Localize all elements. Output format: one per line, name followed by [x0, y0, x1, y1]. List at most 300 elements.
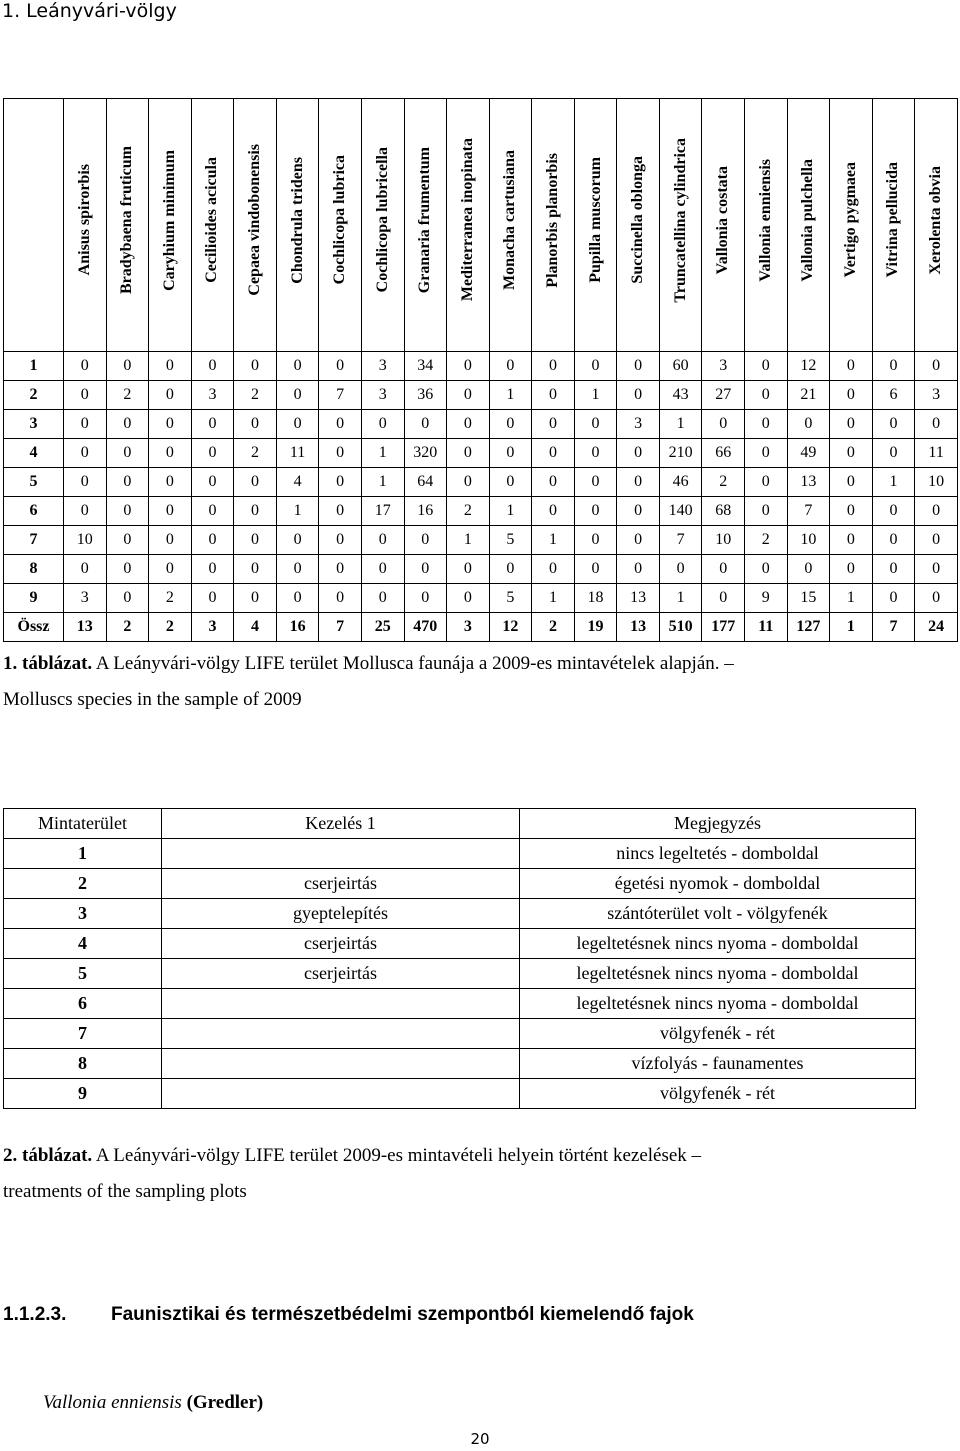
- count-cell: 0: [234, 352, 277, 381]
- count-cell: 1: [276, 497, 319, 526]
- count-cell: 0: [319, 439, 362, 468]
- species-name-label: Mediterranea inopinata: [458, 138, 476, 302]
- count-cell: 0: [617, 352, 660, 381]
- count-cell: 0: [447, 555, 490, 584]
- count-cell: 1: [447, 526, 490, 555]
- count-cell: 0: [745, 352, 788, 381]
- species-header: [149, 99, 192, 352]
- count-cell: 0: [106, 352, 149, 381]
- count-cell: 0: [404, 555, 447, 584]
- count-cell: 3: [64, 584, 107, 613]
- count-cell: 4: [234, 613, 277, 642]
- count-cell: 0: [532, 410, 575, 439]
- count-cell: 1: [872, 468, 915, 497]
- count-cell: 0: [149, 439, 192, 468]
- count-cell: 1: [659, 584, 702, 613]
- count-cell: 3: [191, 381, 234, 410]
- count-cell: 0: [872, 584, 915, 613]
- plot-cell: 7: [4, 1019, 162, 1049]
- count-cell: 0: [234, 526, 277, 555]
- species-name-label: Vitrina pellucida: [884, 162, 902, 278]
- count-cell: 4: [276, 468, 319, 497]
- count-cell: 15: [787, 584, 830, 613]
- count-cell: 24: [915, 613, 958, 642]
- count-cell: 0: [106, 555, 149, 584]
- row-label: 7: [4, 526, 64, 555]
- count-cell: 3: [361, 352, 404, 381]
- species-author: (Gredler): [181, 1392, 264, 1413]
- species-header: [872, 99, 915, 352]
- count-cell: 0: [830, 381, 873, 410]
- count-cell: 0: [617, 555, 660, 584]
- count-cell: 210: [659, 439, 702, 468]
- count-cell: 0: [447, 468, 490, 497]
- count-cell: 0: [915, 555, 958, 584]
- count-cell: 0: [447, 584, 490, 613]
- count-cell: 0: [149, 410, 192, 439]
- count-cell: 1: [361, 468, 404, 497]
- count-cell: 13: [787, 468, 830, 497]
- count-cell: 0: [830, 439, 873, 468]
- count-cell: 0: [659, 555, 702, 584]
- treatment-table: [3, 808, 916, 1109]
- count-cell: 2: [532, 613, 575, 642]
- count-cell: 0: [872, 410, 915, 439]
- row-label: 9: [4, 584, 64, 613]
- count-cell: 68: [702, 497, 745, 526]
- count-cell: 7: [659, 526, 702, 555]
- species-header: [830, 99, 873, 352]
- count-cell: 0: [106, 584, 149, 613]
- count-cell: 0: [64, 352, 107, 381]
- count-cell: 0: [191, 526, 234, 555]
- count-cell: 0: [276, 526, 319, 555]
- species-name-label: Cochlicopa lubrica: [331, 155, 349, 285]
- species-heading: [43, 1392, 263, 1414]
- table-row: [4, 839, 916, 869]
- count-cell: 12: [787, 352, 830, 381]
- table-row: [4, 439, 958, 468]
- count-cell: 0: [191, 352, 234, 381]
- species-header: [447, 99, 490, 352]
- count-cell: 66: [702, 439, 745, 468]
- count-cell: 320: [404, 439, 447, 468]
- count-cell: 36: [404, 381, 447, 410]
- count-cell: 0: [106, 468, 149, 497]
- row-label: 5: [4, 468, 64, 497]
- count-cell: 0: [489, 468, 532, 497]
- table-row: [4, 526, 958, 555]
- count-cell: 0: [361, 526, 404, 555]
- count-cell: 0: [532, 439, 575, 468]
- count-cell: 1: [830, 584, 873, 613]
- count-cell: 1: [532, 526, 575, 555]
- species-header: [404, 99, 447, 352]
- count-cell: 0: [191, 497, 234, 526]
- count-cell: 2: [149, 584, 192, 613]
- species-header: [659, 99, 702, 352]
- plot-cell: 2: [4, 869, 162, 899]
- count-cell: 0: [234, 497, 277, 526]
- count-cell: 0: [532, 497, 575, 526]
- plot-cell: 4: [4, 929, 162, 959]
- plot-cell: 8: [4, 1049, 162, 1079]
- count-cell: 0: [872, 555, 915, 584]
- treatment-cell: gyeptelepítés: [162, 899, 520, 929]
- count-cell: 11: [915, 439, 958, 468]
- table-row: [4, 1079, 916, 1109]
- note-cell: nincs legeltetés - domboldal: [520, 839, 916, 869]
- table-row: [4, 1019, 916, 1049]
- count-cell: 0: [574, 468, 617, 497]
- row-label: 1: [4, 352, 64, 381]
- count-cell: 0: [319, 468, 362, 497]
- table-row: [4, 989, 916, 1019]
- count-cell: 0: [64, 439, 107, 468]
- note-cell: szántóterület volt - völgyfenék: [520, 899, 916, 929]
- count-cell: 0: [191, 439, 234, 468]
- row-label: 2: [4, 381, 64, 410]
- subsection-number: 1.1.2.3.: [3, 1304, 67, 1325]
- table2-caption-text: A Leányvári-völgy LIFE terület 2009-es mintavételi helyein történt kezelések –: [92, 1145, 702, 1166]
- row-label: 6: [4, 497, 64, 526]
- species-header: [361, 99, 404, 352]
- count-cell: 0: [915, 526, 958, 555]
- count-cell: 34: [404, 352, 447, 381]
- count-cell: 5: [489, 584, 532, 613]
- plot-cell: 9: [4, 1079, 162, 1109]
- count-cell: 510: [659, 613, 702, 642]
- note-cell: völgyfenék - rét: [520, 1079, 916, 1109]
- table-row: [4, 381, 958, 410]
- count-cell: 0: [234, 584, 277, 613]
- species-name-label: Caryhium minimum: [160, 149, 178, 291]
- row-label: 8: [4, 555, 64, 584]
- count-cell: 0: [319, 584, 362, 613]
- species-name: Vallonia enniensis: [43, 1392, 182, 1413]
- count-cell: 0: [574, 352, 617, 381]
- table-row: [4, 584, 958, 613]
- header-treatment: Kezelés 1: [162, 809, 520, 839]
- count-cell: 12: [489, 613, 532, 642]
- count-cell: 0: [872, 497, 915, 526]
- count-cell: 0: [745, 555, 788, 584]
- note-cell: vízfolyás - faunamentes: [520, 1049, 916, 1079]
- note-cell: legeltetésnek nincs nyoma - domboldal: [520, 989, 916, 1019]
- count-cell: 2: [234, 381, 277, 410]
- count-cell: 1: [830, 613, 873, 642]
- treatment-cell: [162, 1049, 520, 1079]
- count-cell: 0: [149, 555, 192, 584]
- species-name-label: Cochlicopa lubricella: [373, 147, 391, 293]
- count-cell: 3: [191, 613, 234, 642]
- count-cell: 10: [64, 526, 107, 555]
- species-name-label: Xerolenta obvia: [927, 165, 945, 275]
- count-cell: 0: [276, 352, 319, 381]
- count-cell: 0: [319, 497, 362, 526]
- count-cell: 0: [64, 410, 107, 439]
- count-cell: 1: [361, 439, 404, 468]
- species-header: [745, 99, 788, 352]
- count-cell: 2: [149, 613, 192, 642]
- count-cell: 0: [404, 584, 447, 613]
- count-cell: 0: [574, 497, 617, 526]
- count-cell: 0: [319, 352, 362, 381]
- page-number: 20: [470, 1430, 490, 1448]
- count-cell: 25: [361, 613, 404, 642]
- count-cell: 0: [64, 381, 107, 410]
- count-cell: 18: [574, 584, 617, 613]
- treatment-cell: cserjeirtás: [162, 959, 520, 989]
- count-cell: 0: [149, 497, 192, 526]
- count-cell: 6: [872, 381, 915, 410]
- species-name-label: Vallonia costata: [714, 165, 732, 275]
- note-cell: égetési nyomok - domboldal: [520, 869, 916, 899]
- count-cell: 140: [659, 497, 702, 526]
- count-cell: 0: [149, 352, 192, 381]
- count-cell: 0: [489, 555, 532, 584]
- treatment-cell: [162, 839, 520, 869]
- count-cell: 0: [872, 439, 915, 468]
- count-cell: 0: [787, 410, 830, 439]
- count-cell: 7: [872, 613, 915, 642]
- count-cell: 2: [702, 468, 745, 497]
- count-cell: 13: [617, 613, 660, 642]
- count-cell: 7: [319, 613, 362, 642]
- count-cell: 0: [234, 555, 277, 584]
- species-header: [532, 99, 575, 352]
- count-cell: 0: [872, 526, 915, 555]
- count-cell: 0: [745, 410, 788, 439]
- species-name-label: Succinella oblonga: [629, 156, 647, 284]
- table2-caption-line2: treatments of the sampling plots: [3, 1181, 247, 1202]
- count-cell: 0: [915, 410, 958, 439]
- count-cell: 11: [276, 439, 319, 468]
- row-label: 3: [4, 410, 64, 439]
- count-cell: 2: [234, 439, 277, 468]
- species-header: [489, 99, 532, 352]
- count-cell: 1: [532, 584, 575, 613]
- count-cell: 0: [745, 468, 788, 497]
- species-name-label: Bradybaena fruticum: [118, 146, 136, 294]
- count-cell: 0: [745, 497, 788, 526]
- species-header: [64, 99, 107, 352]
- species-name-label: Truncatellina cylindrica: [671, 137, 689, 303]
- section-title: 1. Leányvári-völgy: [2, 0, 177, 22]
- count-cell: 0: [489, 439, 532, 468]
- count-cell: 60: [659, 352, 702, 381]
- count-cell: 0: [234, 468, 277, 497]
- count-cell: 3: [915, 381, 958, 410]
- species-name-label: Vertigo pygmaea: [841, 162, 859, 278]
- plot-cell: 5: [4, 959, 162, 989]
- count-cell: 49: [787, 439, 830, 468]
- count-cell: 1: [489, 381, 532, 410]
- count-cell: 0: [361, 410, 404, 439]
- count-cell: 3: [702, 352, 745, 381]
- table1-caption-line2: Molluscs species in the sample of 2009: [3, 689, 302, 710]
- count-cell: 0: [106, 526, 149, 555]
- count-cell: 46: [659, 468, 702, 497]
- table-row: [4, 468, 958, 497]
- treatment-cell: cserjeirtás: [162, 869, 520, 899]
- count-cell: 0: [787, 555, 830, 584]
- corner-cell: [4, 99, 64, 352]
- count-cell: 0: [64, 468, 107, 497]
- count-cell: 0: [489, 410, 532, 439]
- species-name-label: Monacha cartusiana: [501, 150, 519, 290]
- species-header: [319, 99, 362, 352]
- count-cell: 2: [106, 381, 149, 410]
- count-cell: 0: [191, 555, 234, 584]
- count-cell: 0: [64, 497, 107, 526]
- count-cell: 177: [702, 613, 745, 642]
- table-row: [4, 899, 916, 929]
- count-cell: 3: [447, 613, 490, 642]
- species-header: [617, 99, 660, 352]
- species-header: [787, 99, 830, 352]
- count-cell: 13: [64, 613, 107, 642]
- species-header: [234, 99, 277, 352]
- header-note: Megjegyzés: [520, 809, 916, 839]
- count-cell: 0: [617, 497, 660, 526]
- count-cell: 27: [702, 381, 745, 410]
- table-row: [4, 929, 916, 959]
- count-cell: 0: [319, 410, 362, 439]
- count-cell: 0: [702, 410, 745, 439]
- treatment-cell: [162, 1079, 520, 1109]
- count-cell: 21: [787, 381, 830, 410]
- table-row: [4, 497, 958, 526]
- count-cell: 0: [447, 381, 490, 410]
- count-cell: 0: [149, 468, 192, 497]
- count-cell: 0: [447, 410, 490, 439]
- species-name-label: Vallonia pulchella: [799, 158, 817, 282]
- plot-cell: 6: [4, 989, 162, 1019]
- count-cell: 7: [319, 381, 362, 410]
- count-cell: 0: [532, 352, 575, 381]
- count-cell: 0: [149, 526, 192, 555]
- note-cell: legeltetésnek nincs nyoma - domboldal: [520, 929, 916, 959]
- species-header: [276, 99, 319, 352]
- species-table: [3, 98, 958, 642]
- count-cell: 0: [915, 584, 958, 613]
- count-cell: 0: [106, 497, 149, 526]
- species-header: [106, 99, 149, 352]
- count-cell: 0: [319, 555, 362, 584]
- count-cell: 0: [106, 410, 149, 439]
- species-name-label: Anisus spirorbis: [75, 164, 93, 276]
- table1-caption: [3, 646, 734, 718]
- subsection-title: Faunisztikai és természetbédelmi szempontból kiemelendő fajok: [111, 1304, 694, 1325]
- count-cell: 0: [319, 526, 362, 555]
- species-header: [702, 99, 745, 352]
- count-cell: 0: [106, 439, 149, 468]
- count-cell: 0: [745, 381, 788, 410]
- count-cell: 16: [404, 497, 447, 526]
- count-cell: 0: [276, 381, 319, 410]
- count-cell: 0: [276, 410, 319, 439]
- count-cell: 0: [191, 584, 234, 613]
- note-cell: völgyfenék - rét: [520, 1019, 916, 1049]
- count-cell: 1: [659, 410, 702, 439]
- count-cell: 0: [64, 555, 107, 584]
- table-row: [4, 959, 916, 989]
- plot-cell: 1: [4, 839, 162, 869]
- species-header: [574, 99, 617, 352]
- note-cell: legeltetésnek nincs nyoma - domboldal: [520, 959, 916, 989]
- table-row: [4, 613, 958, 642]
- count-cell: 19: [574, 613, 617, 642]
- count-cell: 0: [574, 410, 617, 439]
- count-cell: 0: [702, 584, 745, 613]
- count-cell: 43: [659, 381, 702, 410]
- count-cell: 5: [489, 526, 532, 555]
- species-name-label: Cepaea vindobonensis: [246, 144, 264, 296]
- count-cell: 1: [489, 497, 532, 526]
- table2-caption-label: 2. táblázat.: [3, 1145, 93, 1166]
- count-cell: 0: [574, 526, 617, 555]
- count-cell: 0: [574, 439, 617, 468]
- count-cell: 10: [915, 468, 958, 497]
- count-cell: 7: [787, 497, 830, 526]
- row-label: Össz: [4, 613, 64, 642]
- count-cell: 11: [745, 613, 788, 642]
- count-cell: 0: [617, 439, 660, 468]
- count-cell: 0: [191, 410, 234, 439]
- count-cell: 0: [830, 410, 873, 439]
- table-row: [4, 869, 916, 899]
- count-cell: 0: [617, 526, 660, 555]
- count-cell: 0: [532, 555, 575, 584]
- count-cell: 3: [617, 410, 660, 439]
- count-cell: 64: [404, 468, 447, 497]
- count-cell: 0: [404, 410, 447, 439]
- count-cell: 0: [830, 352, 873, 381]
- count-cell: 0: [447, 439, 490, 468]
- count-cell: 16: [276, 613, 319, 642]
- count-cell: 0: [361, 584, 404, 613]
- count-cell: 10: [702, 526, 745, 555]
- count-cell: 0: [532, 381, 575, 410]
- table-row: [4, 1049, 916, 1079]
- count-cell: 0: [830, 497, 873, 526]
- count-cell: 1: [574, 381, 617, 410]
- count-cell: 0: [149, 381, 192, 410]
- count-cell: 0: [276, 555, 319, 584]
- treatment-cell: [162, 989, 520, 1019]
- count-cell: 0: [361, 555, 404, 584]
- count-cell: 0: [915, 497, 958, 526]
- species-name-label: Pupilla muscorum: [586, 157, 604, 283]
- count-cell: 3: [361, 381, 404, 410]
- species-header: [191, 99, 234, 352]
- table-row: [4, 352, 958, 381]
- species-name-label: Vallonia enniensis: [756, 158, 774, 282]
- count-cell: 0: [447, 352, 490, 381]
- count-cell: 17: [361, 497, 404, 526]
- table2-caption: [3, 1138, 903, 1210]
- table1-caption-text: A Leányvári-völgy LIFE terület Mollusca faunája a 2009-es mintavételek alapján. –: [92, 653, 734, 674]
- plot-cell: 3: [4, 899, 162, 929]
- treatment-cell: [162, 1019, 520, 1049]
- count-cell: 0: [574, 555, 617, 584]
- count-cell: 2: [447, 497, 490, 526]
- count-cell: 0: [830, 468, 873, 497]
- count-cell: 0: [617, 381, 660, 410]
- subsection-heading: [3, 1304, 694, 1326]
- count-cell: 0: [830, 555, 873, 584]
